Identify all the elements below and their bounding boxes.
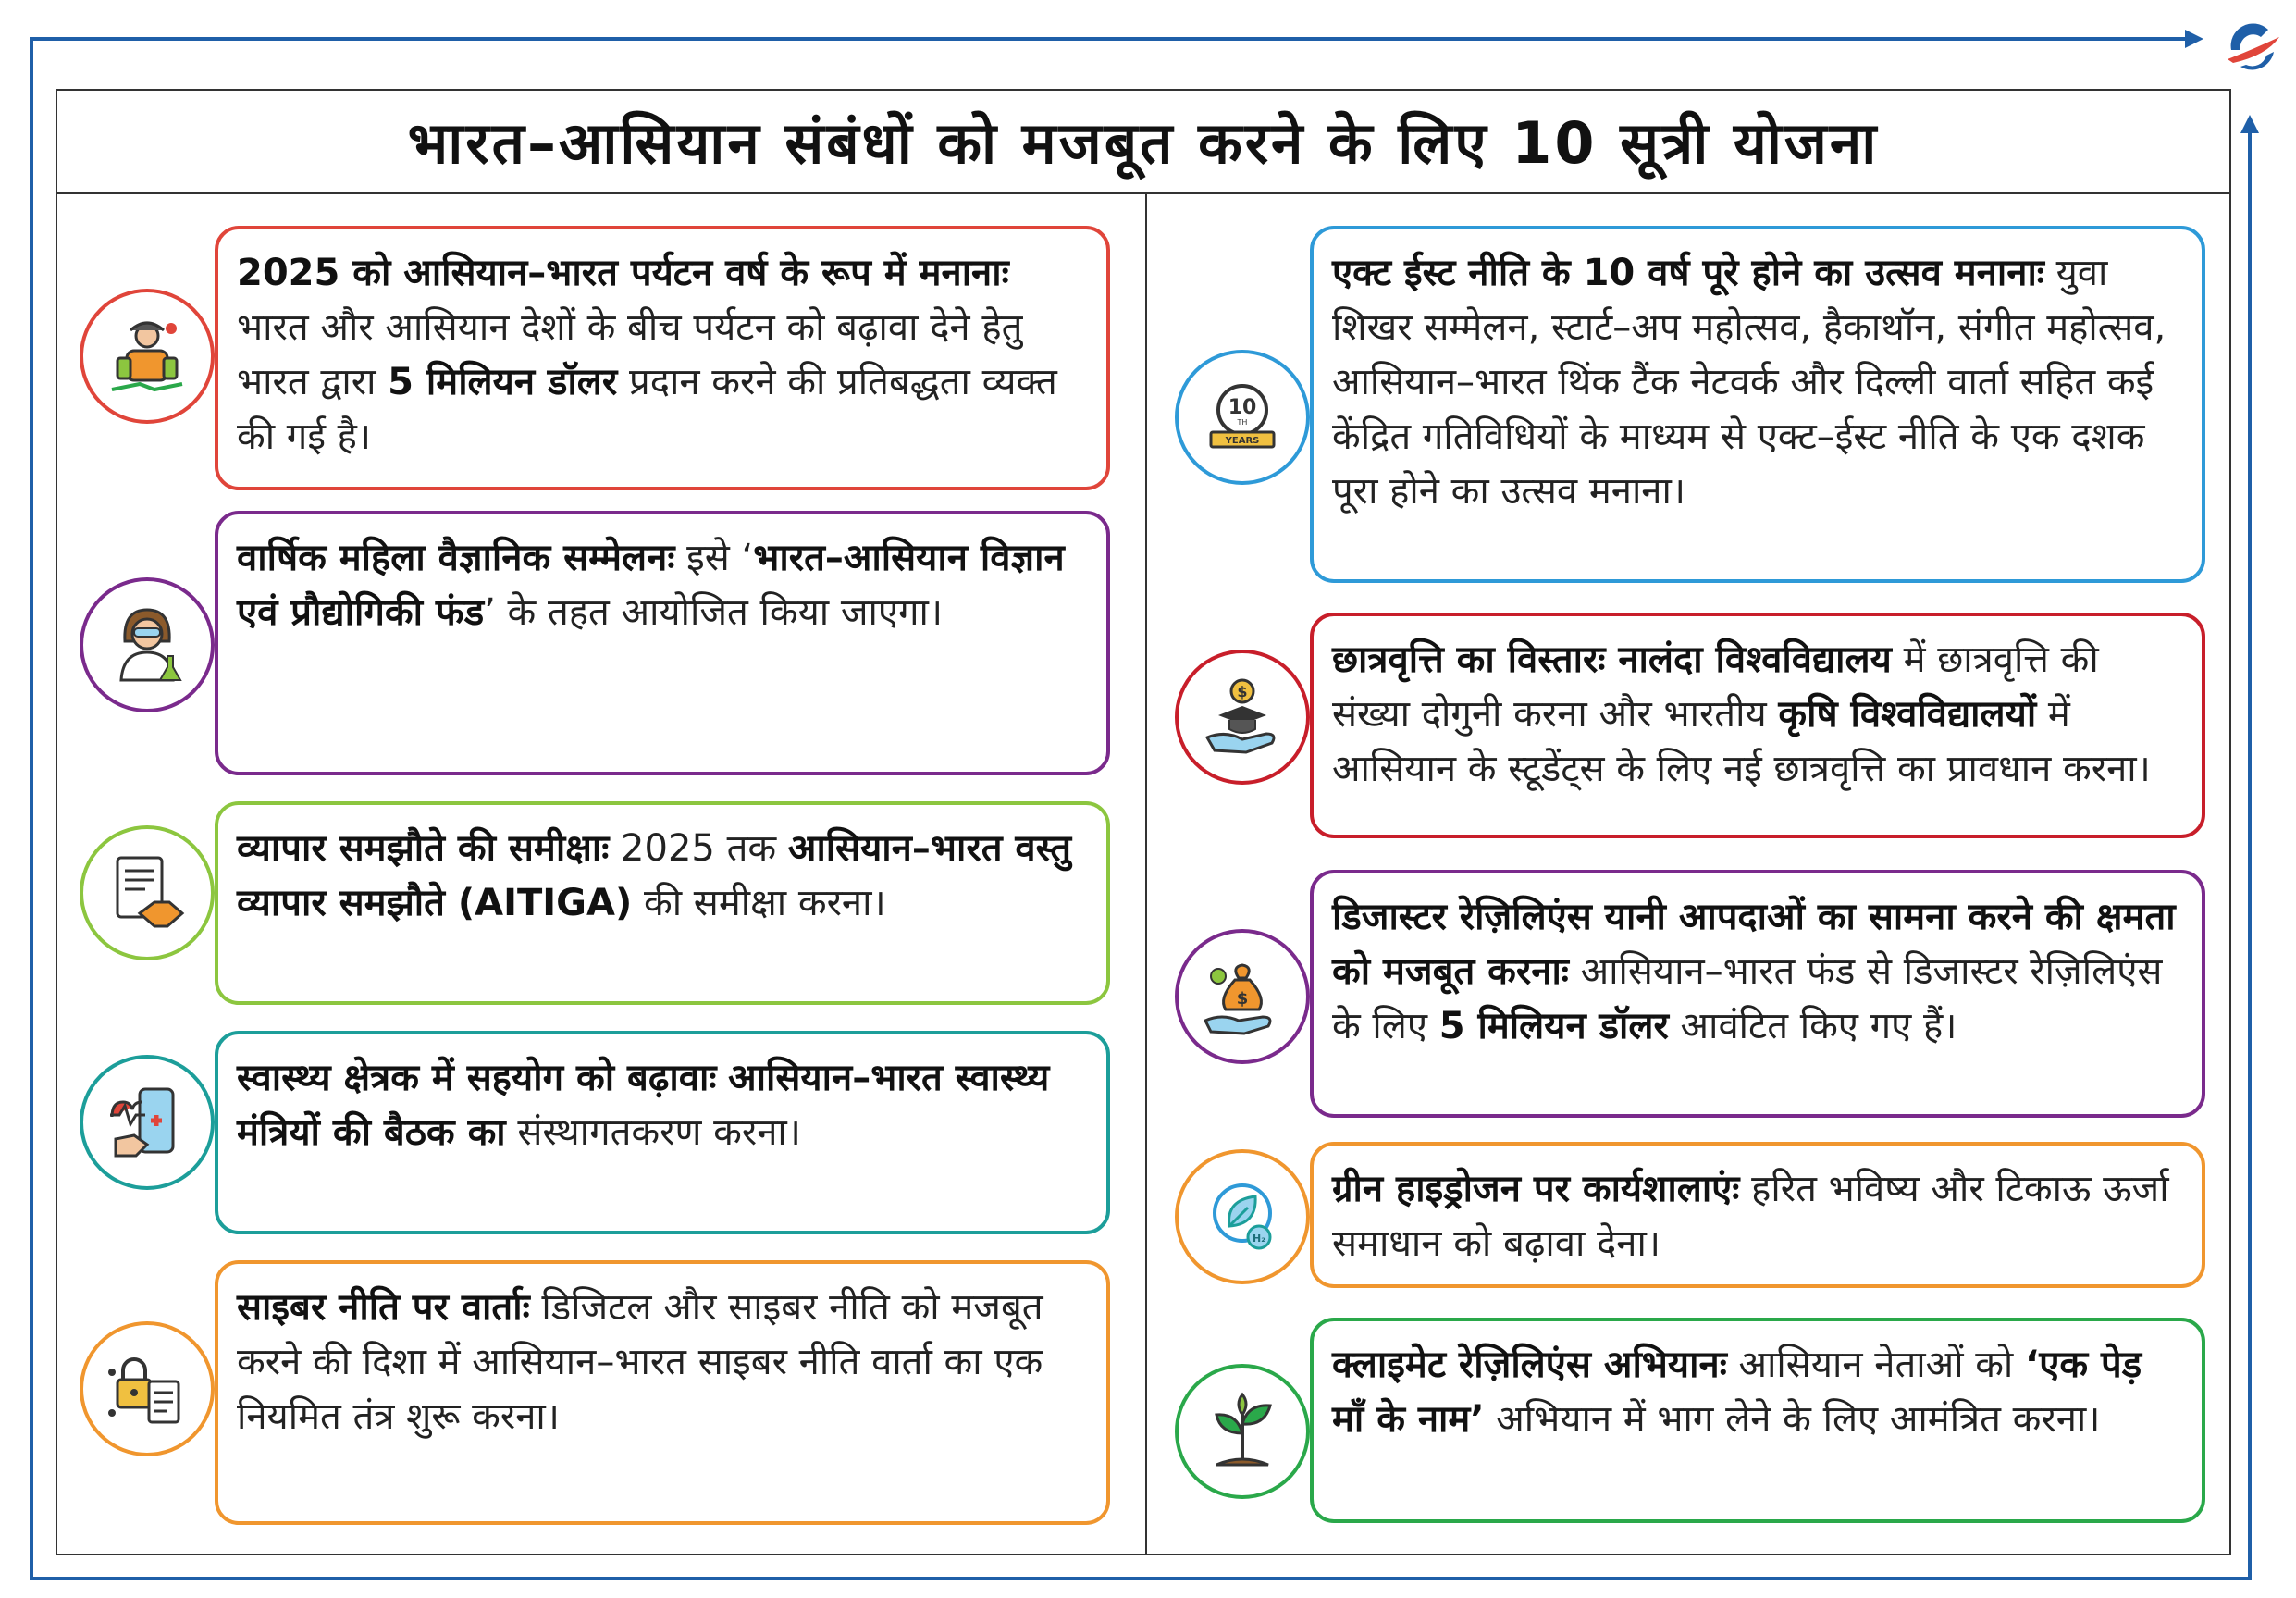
svg-text:YEARS: YEARS <box>1225 436 1260 446</box>
frame-line-right <box>2248 130 2252 1580</box>
card-text: ग्रीन हाइड्रोजन पर कार्यशालाएंः हरित भविष्य और टिकाऊ ऊर्जा समाधान को बढ़ावा देना। <box>1332 1168 2169 1265</box>
trade-agreement-icon <box>80 825 215 960</box>
column-divider <box>1145 194 1147 1555</box>
frame-arrow-up-icon <box>2240 115 2259 133</box>
card-text: साइबर नीति पर वार्ताः डिजिटल और साइबर नीति को मजबूत करने की दिशा में आसियान–भारत साइबर नीति वार्ता का एक नियमित तंत्र शुरू करना। <box>237 1286 1043 1438</box>
card-health-cooperation <box>215 1031 1110 1234</box>
card-green-hydrogen <box>1310 1142 2205 1288</box>
card-tourism-year <box>215 226 1110 490</box>
svg-text:$: $ <box>1236 989 1249 1009</box>
card-text: छात्रवृत्ति का विस्तारः नालंदा विश्वविद्यालय में छात्रवृत्ति की संख्या दोगुनी करना और भारतीय कृषि विश्वविद्यालयों में आसियान के स्टूडेंट्स के लिए नई छात्रवृत्ति का प्रावधान करना। <box>1332 638 2151 790</box>
page-title: भारत–आसियान संबंधों को मजबूत करने के लिए 10 सूत्री योजना <box>407 109 1880 177</box>
green-hydrogen-icon <box>1175 1149 1310 1284</box>
health-phone-icon <box>80 1055 215 1190</box>
ten-years-badge-icon <box>1175 350 1310 485</box>
card-text: वार्षिक महिला वैज्ञानिक सम्मेलनः इसे ‘भारत–आसियान विज्ञान एवं प्रौद्योगिकी फंड’ के तहत आयोजित किया जाएगा। <box>237 537 1065 634</box>
card-cyber-policy <box>215 1260 1110 1525</box>
frame-line-left <box>30 37 33 1580</box>
card-text: स्वास्थ्य क्षेत्रक में सहयोग को बढ़ावाः आसियान–भारत स्वास्थ्य मंत्रियों की बैठक का संस्थागतकरण करना। <box>237 1057 1050 1154</box>
title-bar <box>57 91 2229 194</box>
svg-text:H₂: H₂ <box>1252 1233 1266 1245</box>
card-text: डिजास्टर रेज़िलिएंस यानी आपदाओं का सामना करने की क्षमता को मजबूत करनाः आसियान–भारत फंड से डिजास्टर रेज़िलिएंस के लिए 5 मिलियन डॉलर आवंटित किए गए हैं। <box>1332 896 2176 1047</box>
plant-sprout-icon <box>1175 1364 1310 1499</box>
svg-text:10: 10 <box>1228 396 1257 419</box>
woman-scientist-icon <box>80 577 215 712</box>
card-text: व्यापार समझौते की समीक्षाः 2025 तक आसियान–भारत वस्तु व्यापार समझौते (AITIGA) की समीक्षा करना। <box>237 827 1072 924</box>
tourist-icon <box>80 289 215 424</box>
card-disaster-resilience <box>1310 870 2205 1118</box>
frame-line-bottom <box>30 1577 2252 1580</box>
card-text: एक्ट ईस्ट नीति के 10 वर्ष पूरे होने का उत्सव मनानाः युवा शिखर सम्मेलन, स्टार्ट–अप महोत्सव, हैकाथॉन, संगीत महोत्सव, आसियान–भारत थिंक टैंक नेटवर्क और दिल्ली वार्ता सहित कई केंद्रित गतिविधियों के माध्यम से एक्ट–ईस्ट नीति के एक दशक पूरा होने का उत्सव मनाना। <box>1332 252 2166 513</box>
card-climate-resilience <box>1310 1318 2205 1523</box>
cyber-lock-icon <box>80 1321 215 1456</box>
card-trade-review <box>215 801 1110 1005</box>
brand-logo-icon <box>2213 9 2287 83</box>
card-women-scientists <box>215 511 1110 775</box>
scholarship-icon <box>1175 650 1310 785</box>
svg-text:$: $ <box>1237 683 1248 700</box>
card-text: क्लाइमेट रेज़िलिएंस अभियानः आसियान नेताओं को ‘एक पेड़ माँ के नाम’ अभियान में भाग लेने के लिए आमंत्रित करना। <box>1332 1344 2142 1441</box>
frame-line-top <box>30 37 2194 41</box>
card-act-east-policy <box>1310 226 2205 583</box>
card-text: 2025 को आसियान–भारत पर्यटन वर्ष के रूप में मनानाः भारत और आसियान देशों के बीच पर्यटन को बढ़ावा देने हेतु भारत द्वारा 5 मिलियन डॉलर प्रदान करने की प्रतिबद्धता व्यक्त की गई है। <box>237 252 1057 458</box>
frame-arrow-right-icon <box>2185 30 2203 48</box>
money-bag-hand-icon <box>1175 929 1310 1064</box>
card-scholarship <box>1310 613 2205 838</box>
svg-text:TH: TH <box>1237 418 1248 427</box>
